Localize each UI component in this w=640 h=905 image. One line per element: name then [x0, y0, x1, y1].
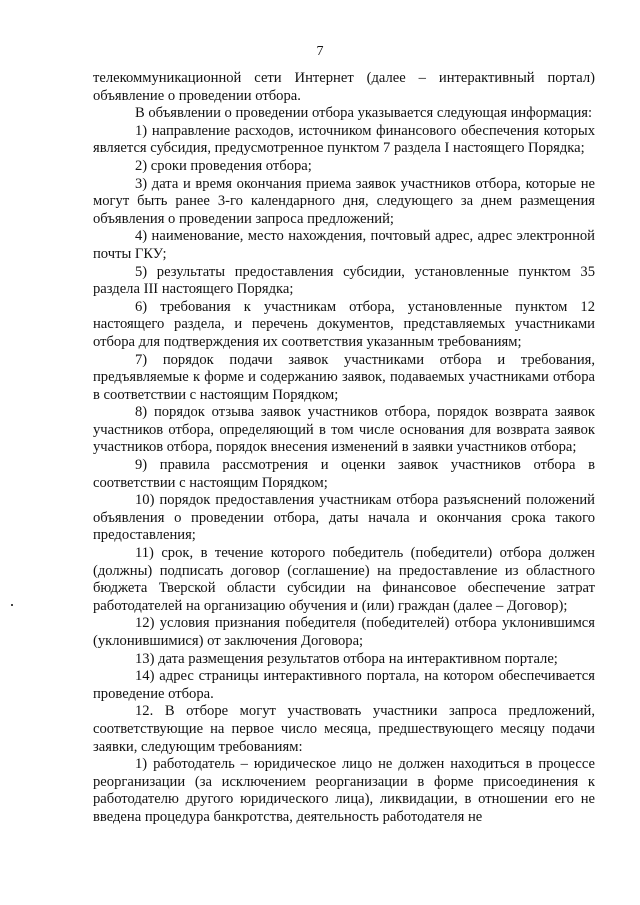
list-item-9: 9) правила рассмотрения и оценки заявок участников отбора в соответствии с настоящим Порядком;: [93, 457, 595, 491]
section-12-paragraph: 12. В отборе могут участвовать участники запроса предложений, соответствующие на первое число месяца, предшествующего месяцу подачи заявки, следующим требованиям:: [93, 703, 595, 755]
list-item-1: 1) направление расходов, источником финансового обеспечения которых является субсидия, предусмотренное пунктом 7 раздела I настоящего Порядка;: [93, 122, 595, 157]
list-item-2: 2) сроки проведения отбора;: [135, 157, 312, 174]
list-item-5: 5) результаты предоставления субсидии, установленные пунктом 35 раздела III настоящего Порядка;: [93, 263, 595, 298]
list-item-12: 12) условия признания победителя (победителей) отбора уклонившимся (уклонившимися) от заключения Договора;: [93, 615, 595, 649]
list-item-10: 10) порядок предоставления участникам отбора разъяснений положений объявления о проведении отбора, даты начала и окончания срока такого предоставления;: [93, 492, 595, 544]
scan-speck: [11, 604, 13, 606]
list-item-6: 6) требования к участникам отбора, установленные пунктом 12 настоящего раздела, и перечень документов, представляемых участниками отбора для подтверждения их соответствия указанным требованиям;: [93, 298, 595, 350]
list-item-8: 8) порядок отзыва заявок участников отбора, порядок возврата заявок участников отбора, определяющий в том числе основания для возврата заявок участников отбора, порядок внесения изменений в заявки участников отбора;: [93, 404, 595, 456]
list-item-13: 13) дата размещения результатов отбора на интерактивном портале;: [135, 650, 558, 667]
page-number: 7: [316, 44, 324, 59]
document-body: [93, 70, 595, 827]
paragraph-1: телекоммуникационной сети Интернет (далее – интерактивный портал) объявление о проведении отбора.: [93, 70, 595, 104]
list-item-3: 3) дата и время окончания приема заявок участников отбора, которые не могут быть ранее 3-го календарного дня, следующего за днем размещения объявления о проведении запроса предложений;: [93, 175, 595, 227]
list-item-7: 7) порядок подачи заявок участниками отбора и требования, предъявляемые к форме и содержанию заявок, подаваемых участниками отбора в соответствии с настоящим Порядком;: [93, 351, 595, 403]
list-item-14: 14) адрес страницы интерактивного портала, на котором обеспечивается проведение отбора.: [93, 668, 595, 702]
list-item-11: 11) срок, в течение которого победитель (победители) отбора должен (должны) подписать договор (соглашение) на предоставление из областного бюджета Тверской области субсидии на финансовое обеспечение затрат работодателей на организацию обучения и (или) граждан (далее – Договор);: [93, 545, 595, 614]
list-item-4: 4) наименование, место нахождения, почтовый адрес, адрес электронной почты ГКУ;: [93, 228, 595, 262]
paragraph-2: В объявлении о проведении отбора указывается следующая информация:: [135, 105, 593, 122]
requirement-item-1: 1) работодатель – юридическое лицо не должен находиться в процессе реорганизации (за исключением реорганизации в форме присоединения к работодателю другого юридического лица), ликвидации, в отношении его не введена процедура банкротства, деятельность работодателя не: [93, 756, 595, 825]
